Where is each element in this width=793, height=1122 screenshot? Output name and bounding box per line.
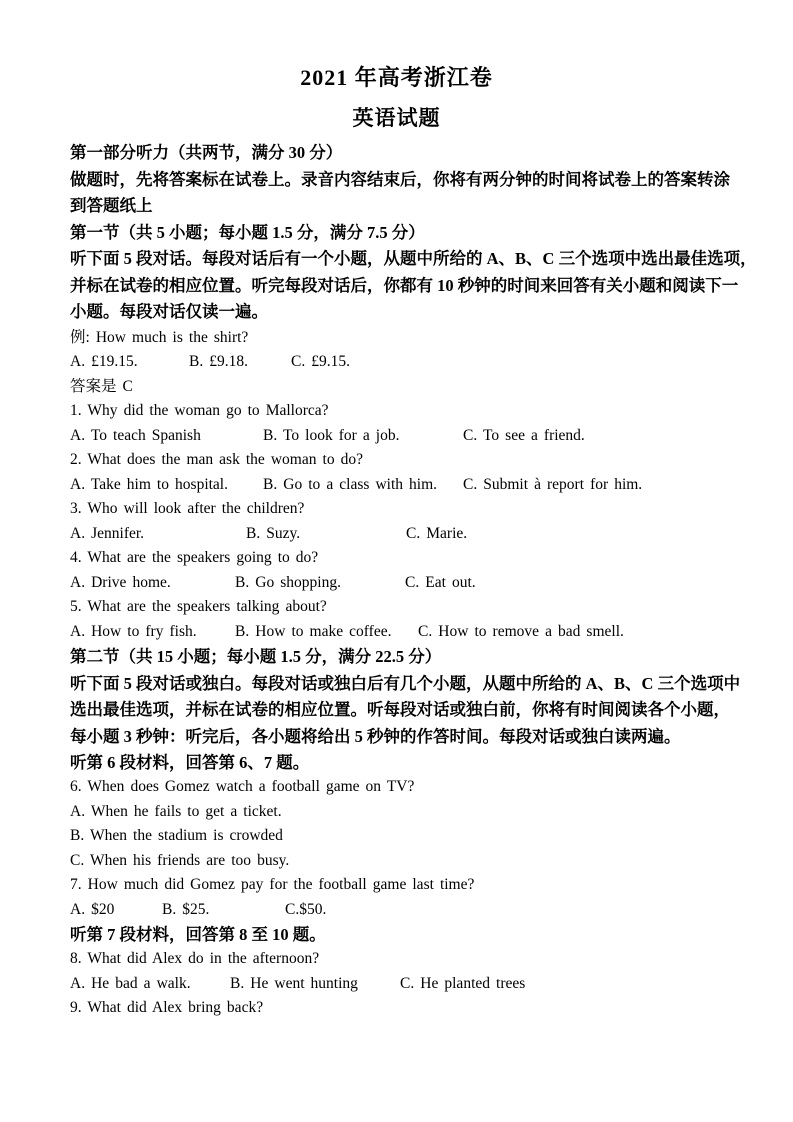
question-2-option-a: A. Take him to hospital. — [70, 475, 228, 493]
question-4-option-c: C. Eat out. — [405, 573, 476, 591]
question-3-option-a: A. Jennifer. — [70, 524, 145, 542]
section1-heading: 第一节（共 5 小题；每小题 1.5 分，满分 7.5 分） — [70, 222, 425, 242]
question-4-options — [70, 571, 723, 596]
question-6-prompt: 6. When does Gomez watch a football game on TV? — [70, 778, 415, 795]
question-8-option-b: B. He went hunting — [230, 974, 358, 992]
question-7-prompt: 7. How much did Gomez pay for the football game last time? — [70, 876, 475, 893]
material-7-heading: 听第 7 段材料，回答第 8 至 10 题。 — [70, 925, 326, 944]
question-4-option-a: A. Drive home. — [70, 573, 171, 591]
page-subtitle: 英语试题 — [352, 106, 441, 130]
question-5-option-a: A. How to fry fish. — [70, 622, 197, 640]
question-3-option-c: C. Marie. — [406, 524, 468, 542]
question-2-options — [70, 473, 723, 498]
section1-instruction-line-1: 听下面 5 段对话。每段对话后有一个小题，从题中所给的 A、B、C 三个选项中选出最佳选项， — [70, 249, 757, 268]
part1-note-line-1: 做题时，先将答案标在试卷上。录音内容结束后，你将有两分钟的时间将试卷上的答案转涂 — [70, 169, 730, 189]
section1-instruction-line-2: 并标在试卷的相应位置。听完每段对话后，你都有 10 秒钟的时间来回答有关小题和阅读下一 — [70, 275, 739, 295]
question-2-prompt: 2. What does the man ask the woman to do? — [70, 451, 364, 468]
example-answer: 答案是 C — [70, 377, 133, 395]
question-8-option-c: C. He planted trees — [400, 974, 526, 992]
question-3-options — [70, 522, 723, 547]
question-7-options — [70, 898, 723, 923]
material-6-heading: 听第 6 段材料，回答第 6、7 题。 — [70, 753, 310, 772]
question-1-prompt: 1. Why did the woman go to Mallorca? — [70, 402, 329, 419]
question-1-options — [70, 424, 723, 449]
question-4-prompt: 4. What are the speakers going to do? — [70, 549, 319, 566]
question-5-options — [70, 620, 723, 645]
question-9-prompt: 9. What did Alex bring back? — [70, 999, 264, 1016]
page-title: 2021 年高考浙江卷 — [300, 65, 493, 90]
question-5-option-c: C. How to remove a bad smell. — [418, 622, 624, 640]
example-option-c: C. £9.15. — [291, 353, 351, 370]
question-4-option-b: B. Go shopping. — [235, 573, 341, 591]
section2-instruction-line-3: 每小题 3 秒钟：听完后，各小题将给出 5 秒钟的作答时间。每段对话或独白读两遍。 — [70, 726, 681, 746]
question-1-option-b: B. To look for a job. — [263, 426, 400, 444]
question-8-prompt: 8. What did Alex do in the afternoon? — [70, 950, 320, 967]
part1-note-line-2: 到答题纸上 — [70, 196, 153, 215]
question-6-option-b: B. When the stadium is crowded — [70, 827, 283, 844]
example-option-b: B. £9.18. — [189, 353, 249, 370]
question-5-prompt: 5. What are the speakers talking about? — [70, 598, 327, 615]
question-3-option-b: B. Suzy. — [246, 524, 301, 542]
example-options — [70, 350, 723, 375]
section2-instruction-line-2: 选出最佳选项，并标在试卷的相应位置。听每段对话或独白前，你将有时间阅读各个小题， — [70, 700, 730, 719]
question-7-option-a: A. $20 — [70, 900, 115, 918]
example-option-a: A. £19.15. — [70, 353, 138, 370]
part1-heading: 第一部分听力（共两节，满分 30 分） — [70, 143, 343, 162]
question-6-option-a: A. When he fails to get a ticket. — [70, 802, 282, 820]
question-2-option-c: C. Submit à report for him. — [463, 475, 643, 493]
section1-instruction-line-3: 小题。每段对话仅读一遍。 — [70, 302, 268, 321]
section2-instruction-line-1: 听下面 5 段对话或独白。每段对话或独白后有几个小题，从题中所给的 A、B、C 三个选项中 — [70, 673, 741, 693]
question-5-option-b: B. How to make coffee. — [235, 622, 392, 640]
example-prompt: 例: How much is the shirt? — [70, 328, 249, 346]
section2-heading: 第二节（共 15 小题；每小题 1.5 分，满分 22.5 分） — [70, 647, 442, 666]
question-7-option-b: B. $25. — [162, 900, 210, 918]
question-8-options — [70, 972, 723, 997]
question-2-option-b: B. Go to a class with him. — [263, 475, 438, 493]
question-6-option-c: C. When his friends are too busy. — [70, 851, 290, 869]
question-1-option-c: C. To see a friend. — [463, 426, 585, 444]
question-8-option-a: A. He bad a walk. — [70, 974, 191, 992]
question-3-prompt: 3. Who will look after the children? — [70, 500, 305, 517]
question-7-option-c: C.$50. — [285, 900, 327, 918]
question-1-option-a: A. To teach Spanish — [70, 426, 201, 444]
